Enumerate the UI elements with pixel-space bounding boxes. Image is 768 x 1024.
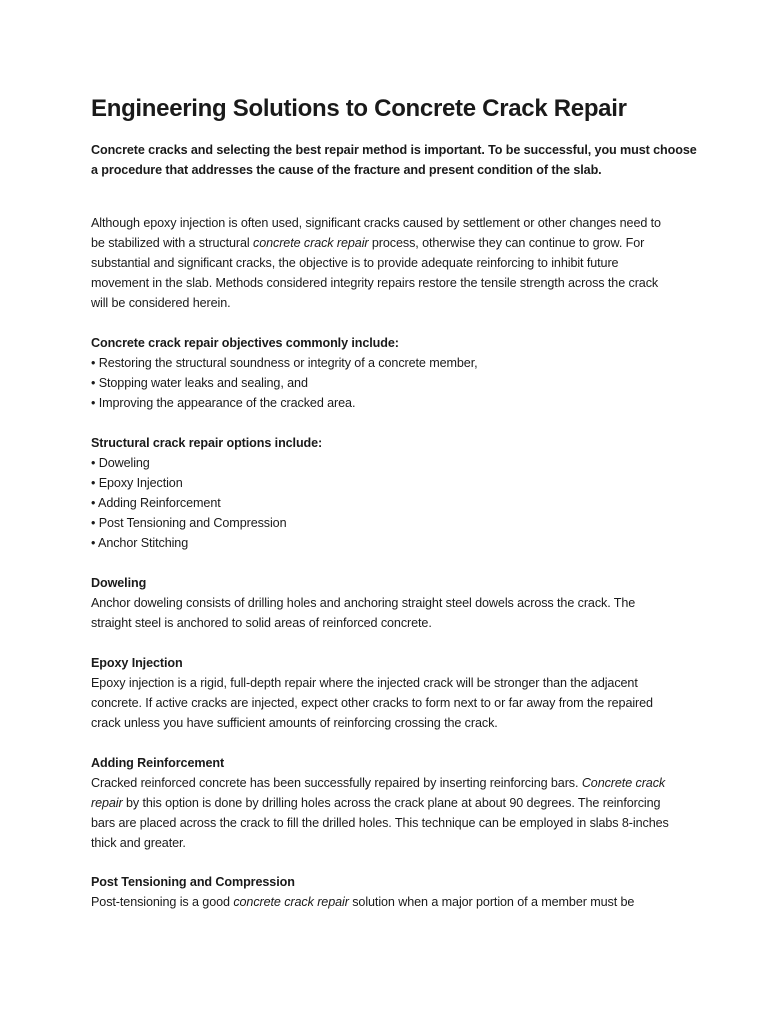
intro-line: a procedure that addresses the cause of the fracture and present condition of the slab. [91, 163, 602, 177]
epoxy-injection-section [91, 653, 691, 733]
section-heading: Structural crack repair options include: [91, 436, 323, 450]
overview-paragraph [91, 213, 691, 313]
text-run: process, otherwise they can continue to grow. For [368, 236, 645, 250]
paragraph-line: movement in the slab. Methods considered integrity repairs restore the tensile strength across the crack [91, 276, 659, 290]
paragraph-line: will be considered herein. [91, 296, 231, 310]
list-item: • Improving the appearance of the cracked area. [91, 396, 356, 410]
section-heading: Epoxy Injection [91, 656, 183, 670]
list-item: • Anchor Stitching [91, 536, 189, 550]
paragraph-line: concrete. If active cracks are injected, expect other cracks to form next to or far away from the repaired [91, 696, 653, 710]
list-item: • Doweling [91, 456, 150, 470]
section-heading: Concrete crack repair objectives commonly include: [91, 336, 399, 350]
paragraph-line: Although epoxy injection is often used, significant cracks caused by settlement or other changes need to [91, 216, 661, 230]
italic-link-text: concrete crack repair [233, 895, 349, 909]
paragraph-line [91, 233, 691, 253]
section-heading: Adding Reinforcement [91, 756, 225, 770]
list-item: • Restoring the structural soundness or integrity of a concrete member, [91, 356, 478, 370]
list-item: • Epoxy Injection [91, 476, 183, 490]
text-run: Post-tensioning is a good [91, 895, 234, 909]
options-section [91, 433, 691, 553]
text-run: by this option is done by drilling holes across the crack plane at about 90 degrees. The reinforcing [122, 796, 661, 810]
paragraph-line: thick and greater. [91, 836, 186, 850]
page-title: Engineering Solutions to Concrete Crack Repair [91, 95, 627, 122]
list-item: • Adding Reinforcement [91, 496, 221, 510]
section-heading: Post Tensioning and Compression [91, 875, 295, 889]
paragraph-line: Epoxy injection is a rigid, full-depth repair where the injected crack will be stronger than the adjacent [91, 676, 638, 690]
paragraph-line [91, 892, 691, 912]
paragraph-line: straight steel is anchored to solid areas of reinforced concrete. [91, 616, 432, 630]
italic-link-text: repair [91, 796, 123, 810]
italic-link-text: concrete crack repair [253, 236, 369, 250]
text-run: solution when a major portion of a member must be [348, 895, 635, 909]
doweling-section [91, 573, 691, 633]
italic-link-text: Concrete crack [581, 776, 666, 790]
paragraph-line: bars are placed across the crack to fill the drilled holes. This technique can be employed in slabs 8-inches [91, 816, 669, 830]
intro-line: Concrete cracks and selecting the best repair method is important. To be successful, you must choose [91, 143, 697, 157]
objectives-section [91, 333, 691, 413]
section-heading: Doweling [91, 576, 147, 590]
text-run: Cracked reinforced concrete has been successfully repaired by inserting reinforcing bars. [91, 776, 582, 790]
paragraph-line: Anchor doweling consists of drilling holes and anchoring straight steel dowels across the crack. The [91, 596, 636, 610]
paragraph-line: substantial and significant cracks, the objective is to provide adequate reinforcing to inhibit future [91, 256, 619, 270]
text-run: be stabilized with a structural [91, 236, 253, 250]
list-item: • Post Tensioning and Compression [91, 516, 287, 530]
intro-paragraph [91, 140, 697, 180]
paragraph-line [91, 773, 691, 793]
paragraph-line [91, 793, 691, 813]
list-item: • Stopping water leaks and sealing, and [91, 376, 308, 390]
post-tensioning-section [91, 872, 691, 912]
adding-reinforcement-section [91, 753, 691, 853]
paragraph-line: crack unless you have sufficient amounts of reinforcing crossing the crack. [91, 716, 498, 730]
